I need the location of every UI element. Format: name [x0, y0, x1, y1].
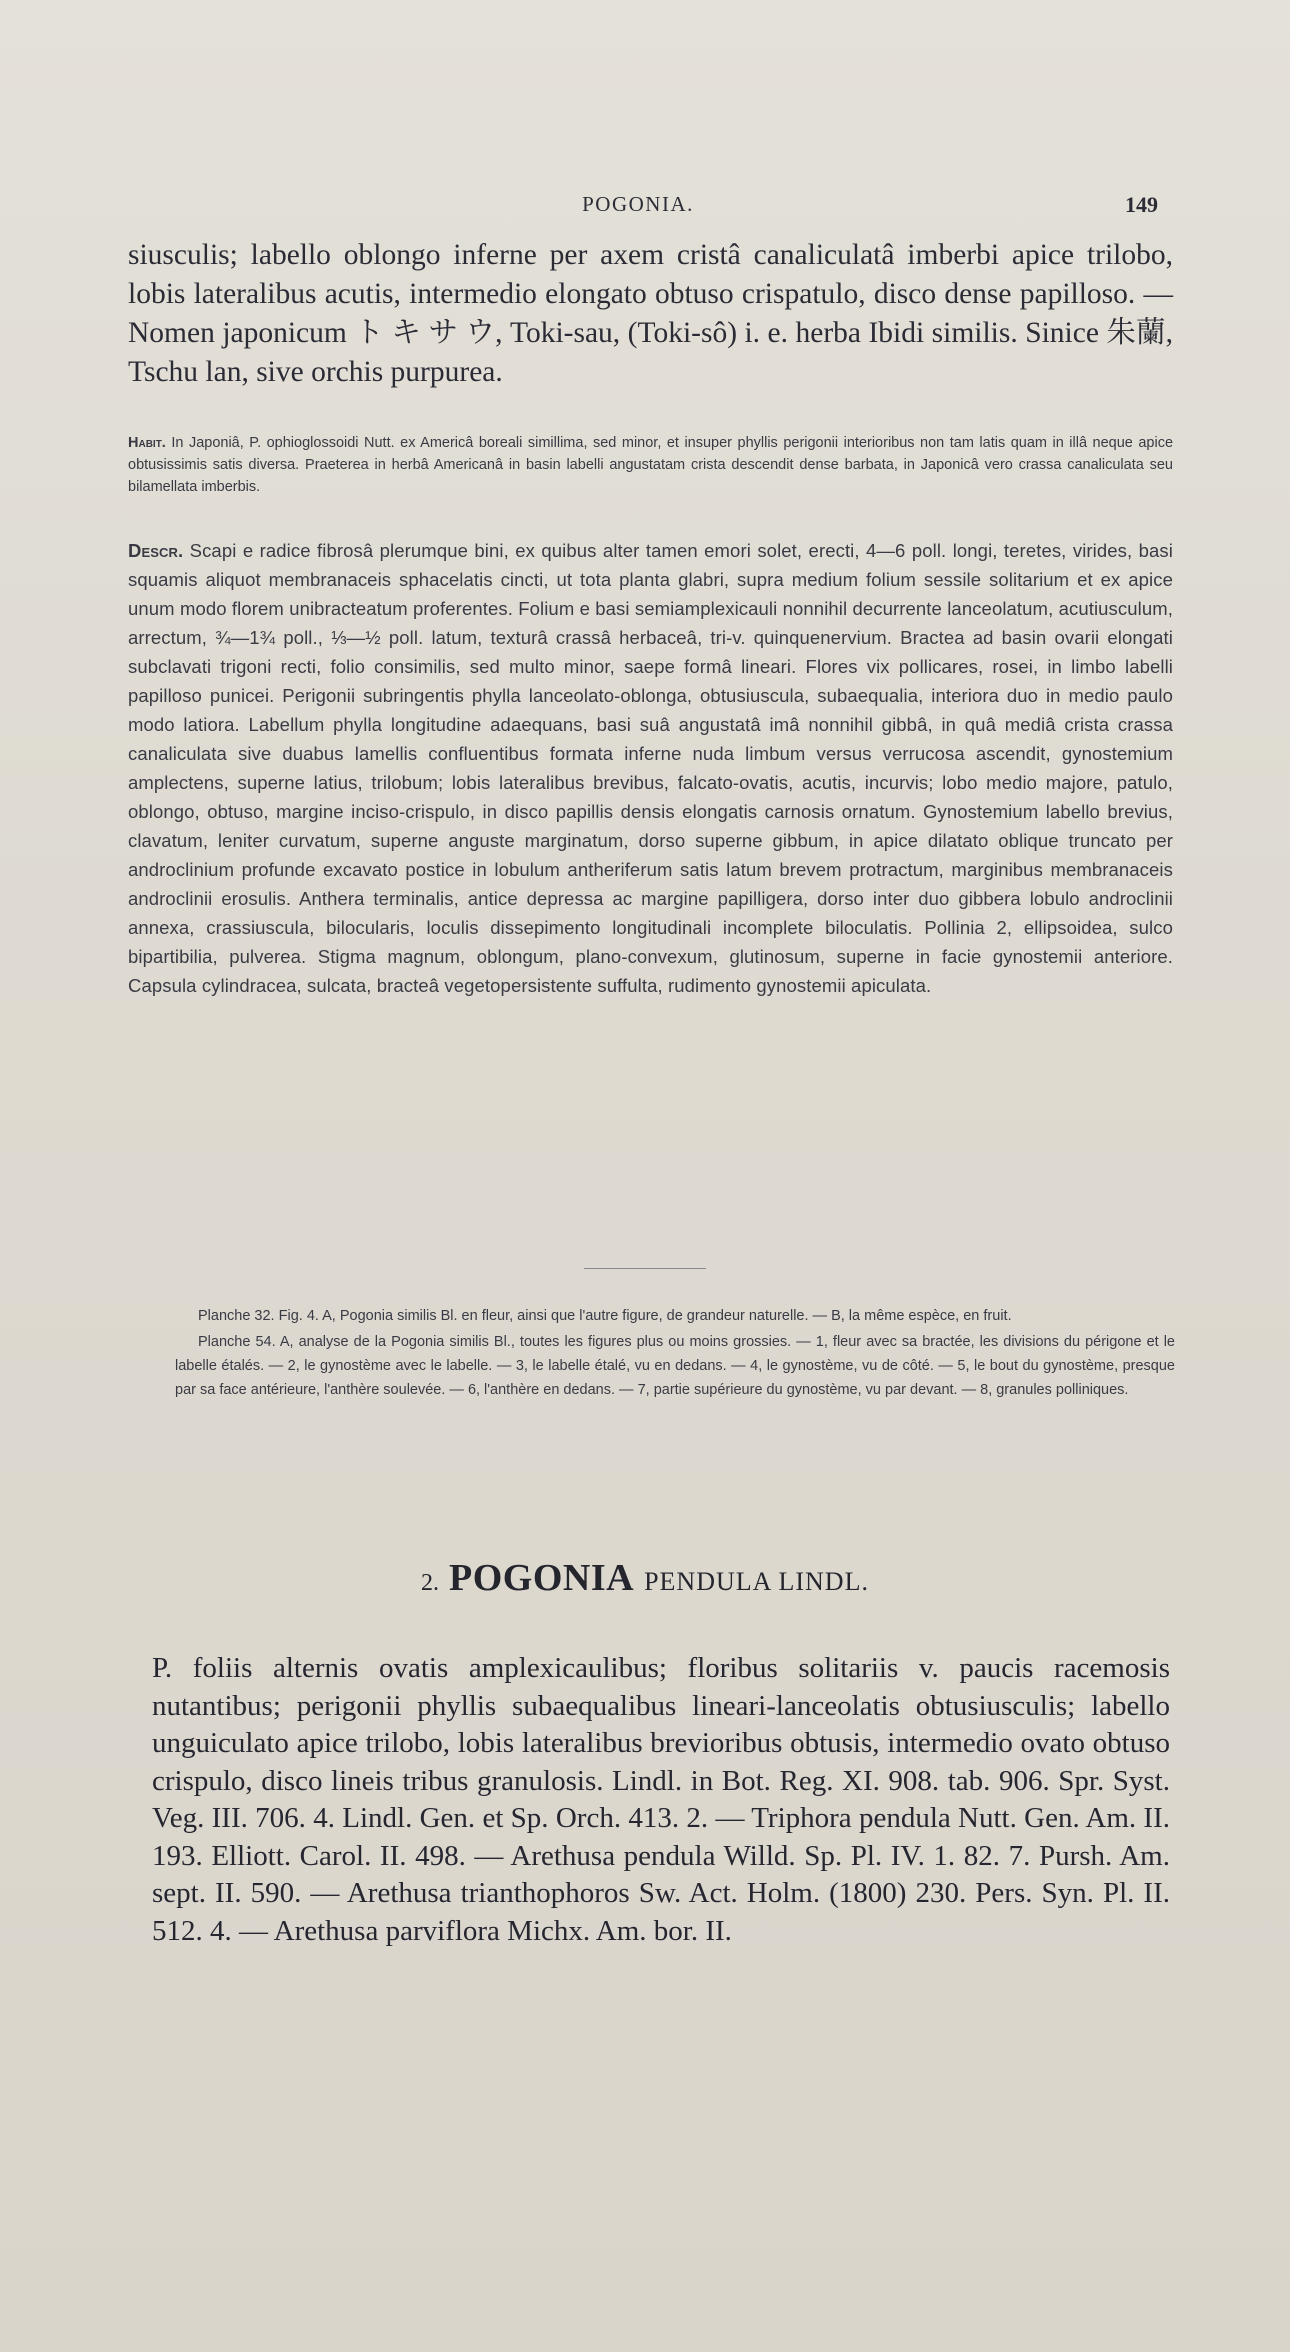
species-genus: POGONIA: [449, 1557, 635, 1599]
description-text: Scapi e radice fibrosâ plerumque bini, ex quibus alter tamen emori solet, erecti, 4—6 poll. longi, teretes, virides, basi squamis aliquot membranaceis sphacelatis cincti, ut tota planta glabri, supra medium folium sessile solitarium et ex apice unum modo florem unibracteatum proferentes. Folium e basi semiamplexicauli nonnihil decurrente lanceolatum, acutiusculum, arrectum, ¾—1¾ poll., ⅓—½ poll. latum, texturâ crassâ herbaceâ, tri-v. quinquenervium. Bractea ad basin ovarii elongati subclavati trigoni recti, folio consimilis, sed multo minor, saepe formâ lineari. Flores vix pollicares, rosei, in limbo labelli papilloso punicei. Perigonii subringentis phylla lanceolato-oblonga, obtusiuscula, subaequalia, interiora duo in medio paulo modo latiora. Labellum phylla longitudine adaequans, basi suâ angustatâ imâ nonnihil gibbâ, in quâ mediâ crista crassa canaliculata sive duabus lamellis confluentibus formata inferne nuda limbum versus verrucosa ascendit, gynostemium amplectens, superne latius, trilobum; lobis lateralibus brevibus, falcato-ovatis, acutis, incurvis; lobo medio majore, patulo, oblongo, obtuso, margine inciso-crispulo, in disco papillis densis elongatis carnosis ornatum. Gynostemium labello brevius, clavatum, leniter curvatum, superne anguste marginatum, dorso superne gibbum, in apice dilatato oblique truncato per androclinium profunde excavato postice in lobulum antheriferum satis latum brevem protractum, marginibus membranaceis androclinii erosulis. Anthera terminalis, antice depressa ac margine papilligera, dorso inter duo gibbera lobulo androclinii annexa, crassiuscula, bilocularis, loculis dissepimento longitudinali incomplete biloculatis. Pollinia 2, ellipsoidea, sulco bipartibilia, pulverea. Stigma magnum, oblongum, plano-convexum, glutinosum, superne in facie gynostemii anteriore. Capsula cylindracea, sulcata, bracteâ vegetopersistente suffulta, rudimento gynostemii apiculata.: [128, 540, 1173, 996]
species-number: 2.: [421, 1570, 440, 1596]
plate-note-54: Planche 54. A, analyse de la Pogonia similis Bl., toutes les figures plus ou moins grossies. — 1, fleur avec sa bractée, les divisions du périgone et le labelle étalés. — 2, le gynostème avec le labelle. — 3, le labelle étalé, vu en dedans. — 4, le gynostème, vu de côté. — 5, le bout du gynostème, presque par sa face antérieure, l'anthère soulevée. — 6, l'anthère en dedans. — 7, partie supérieure du gynostème, vu par devant. — 8, granules polliniques.: [175, 1334, 1175, 1398]
page-number: 149: [1125, 192, 1158, 217]
species-heading: [0, 1556, 1290, 1600]
plate-notes: [175, 1304, 1175, 1404]
description-label: Descr.: [128, 540, 184, 561]
habit-section: [128, 432, 1173, 498]
diagnosis-paragraph: [152, 1650, 1170, 1950]
description-paragraph: [128, 536, 1173, 1000]
page-header: [128, 192, 1158, 222]
plate-note-32: Planche 32. Fig. 4. A, Pogonia similis Bl. en fleur, ainsi que l'autre figure, de grandeur naturelle. — B, la même espèce, en fruit.: [198, 1308, 1012, 1324]
habit-label: Habit.: [128, 435, 166, 451]
intro-paragraph: [128, 236, 1173, 392]
habit-paragraph: [128, 432, 1173, 498]
diagnosis-text: P. foliis alternis ovatis amplexicaulibus; floribus solitariis v. paucis racemosis nutantibus; perigonii phyllis subaequalibus lineari-lanceolatis obtusiusculis; labello unguiculato apice trilobo, lobis lateralibus brevioribus obtusis, intermedio ovato obtuso crispulo, disco lineis tribus granulosis. Lindl. in Bot. Reg. XI. 908. tab. 906. Spr. Syst. Veg. III. 706. 4. Lindl. Gen. et Sp. Orch. 413. 2. — Triphora pendula Nutt. Gen. Am. II. 193. Elliott. Carol. II. 498. — Arethusa pendula Willd. Sp. Pl. IV. 1. 82. 7. Pursh. Am. sept. II. 590. — Arethusa trianthophoros Sw. Act. Holm. (1800) 230. Pers. Syn. Pl. II. 512. 4. — Arethusa parviflora Michx. Am. bor. II.: [152, 1652, 1170, 1947]
intro-text: siusculis; labello oblongo inferne per axem cristâ canaliculatâ imberbi apice trilobo, lobis lateralibus acutis, intermedio elongato obtuso crispatulo, disco dense papilloso. — Nomen japonicum ト キ サ ウ, Toki-sau, (Toki-sô) i. e. herba Ibidi similis. Sinice 朱蘭, Tschu lan, sive orchis purpurea.: [128, 239, 1173, 388]
description-section: [128, 536, 1173, 1000]
species-epithet: PENDULA LINDL.: [644, 1567, 869, 1596]
habit-text: In Japoniâ, P. ophioglossoidi Nutt. ex Americâ boreali simillima, sed minor, et insuper phyllis perigonii interioribus non tam latis quam in illâ neque apice obtusissimis satis diversa. Praeterea in herbâ Americanâ in basin labelli angustatam crista descendit dense barbata, in Japonicâ vero crassa canaliculata seu bilamellata imberbis.: [128, 435, 1174, 495]
running-head: POGONIA.: [582, 192, 694, 216]
section-divider: [584, 1268, 706, 1269]
